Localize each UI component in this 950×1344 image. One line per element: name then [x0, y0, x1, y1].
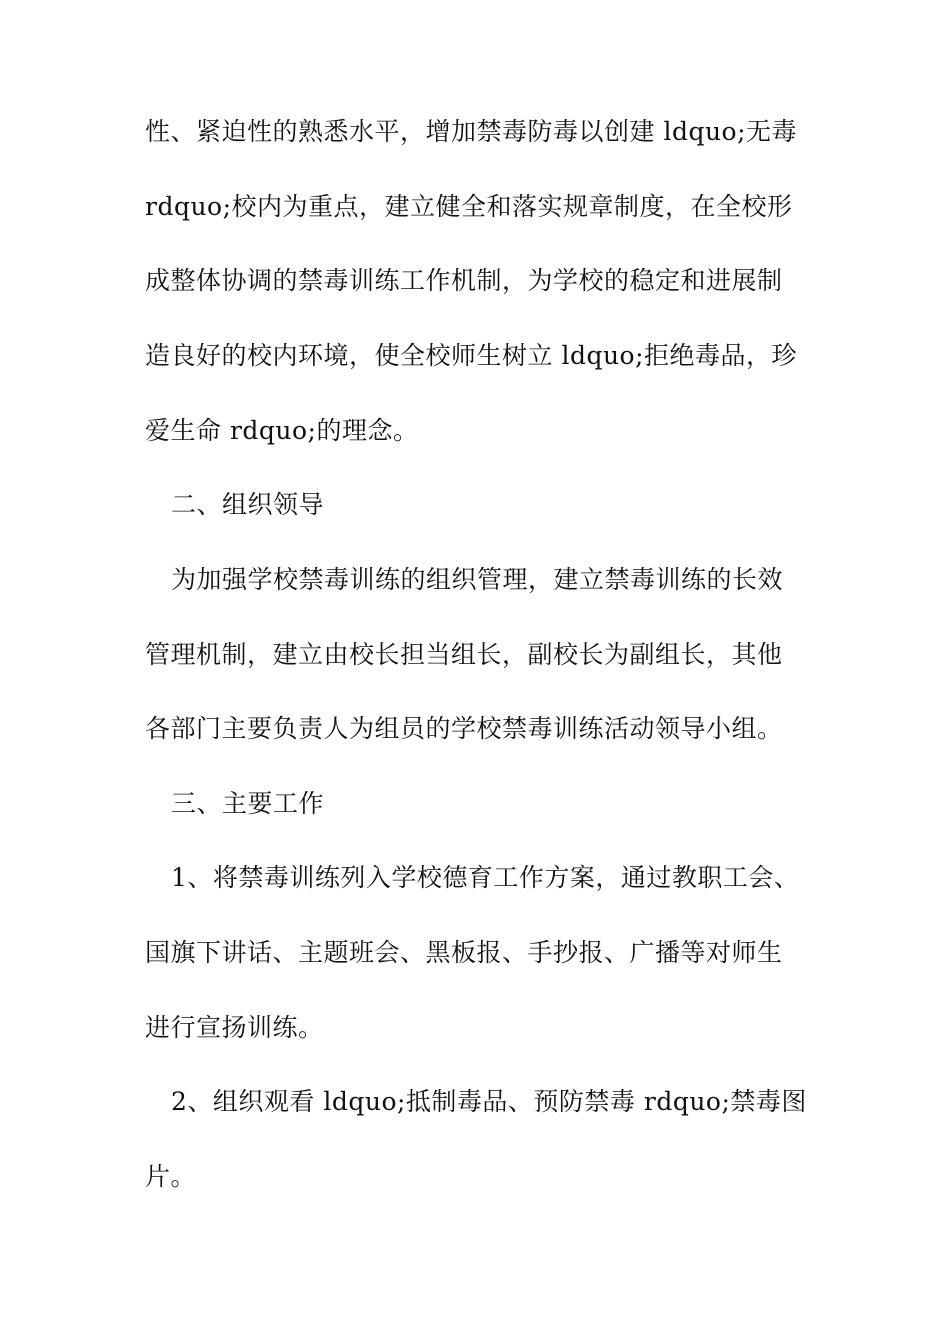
body-text-line: 为加强学校禁毒训练的组织管理，建立禁毒训练的长效 [171, 565, 784, 594]
body-text-line: 各部门主要负责人为组员的学校禁毒训练活动领导小组。 [145, 714, 783, 743]
body-text-line: 片。 [145, 1162, 197, 1191]
list-item-text: 1、将禁毒训练列入学校德育工作方案，通过教职工会、 [171, 863, 800, 892]
body-text-line: rdquo;校内为重点，建立健全和落实规章制度，在全校形 [145, 192, 793, 221]
body-text-line: 爱生命 rdquo;的理念。 [145, 416, 419, 445]
section-heading: 二、组织领导 [171, 490, 325, 519]
body-text-line: 管理机制，建立由校长担当组长，副校长为副组长，其他 [145, 640, 783, 669]
body-text-line: 进行宣扬训练。 [145, 1013, 324, 1042]
body-text-line: 成整体协调的禁毒训练工作机制，为学校的稳定和进展制 [145, 266, 783, 295]
body-text-line: 国旗下讲话、主题班会、黑板报、手抄报、广播等对师生 [145, 938, 783, 967]
section-heading: 三、主要工作 [171, 789, 325, 818]
body-text-line: 造良好的校内环境，使全校师生树立 ldquo;拒绝毒品，珍 [145, 341, 798, 370]
body-text-line: 性、紧迫性的熟悉水平，增加禁毒防毒以创建 ldquo;无毒 [145, 117, 798, 146]
list-item-text: 2、组织观看 ldquo;抵制毒品、预防禁毒 rdquo;禁毒图 [171, 1087, 807, 1116]
